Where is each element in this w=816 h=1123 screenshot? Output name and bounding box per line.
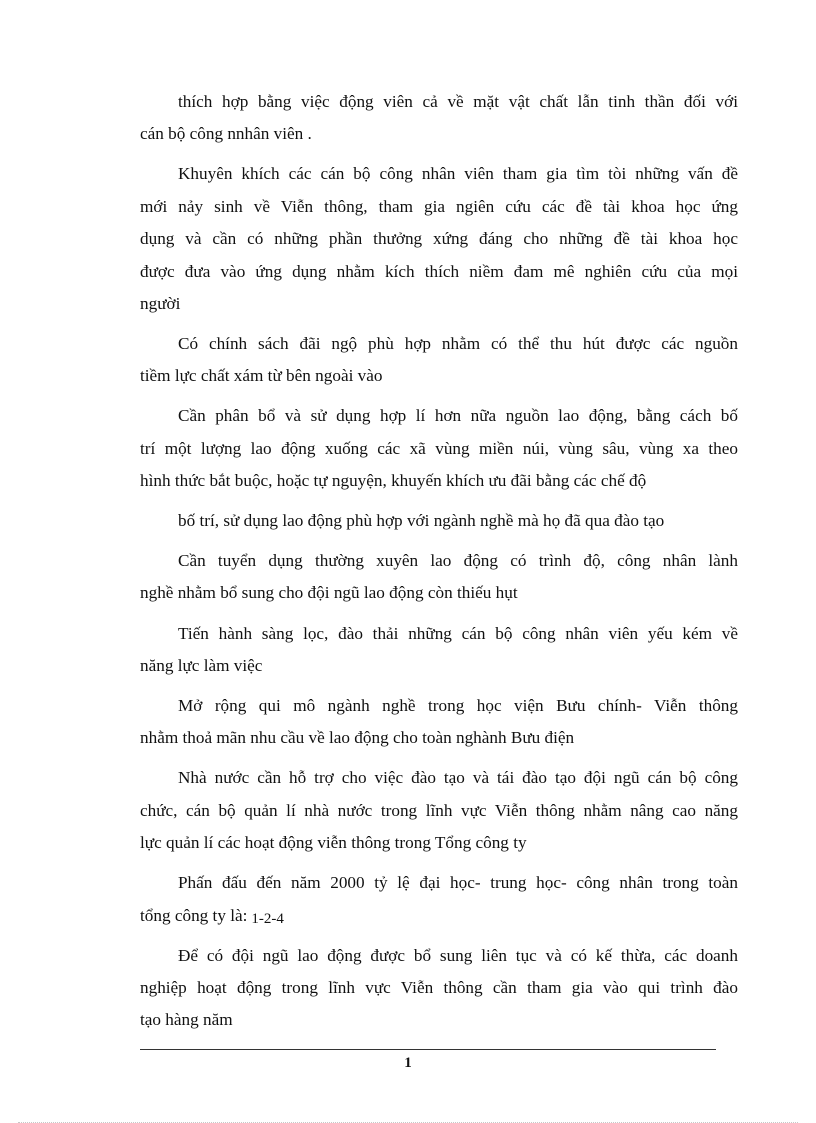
body-text-line: nghề nhằm bổ sung cho đội ngũ lao động còn thiếu hụt [140, 583, 518, 602]
body-text-line: Cần tuyển dụng thường xuyên lao động có trình độ, công nhân lành [178, 551, 738, 570]
page-number: 1 [404, 1055, 412, 1071]
body-text-line: Nhà nước cần hỗ trợ cho việc đào tạo và tái đào tạo đội ngũ cán bộ công [178, 768, 738, 787]
body-text-line: trí một lượng lao động xuống các xã vùng miền núi, vùng sâu, vùng xa theo [140, 439, 738, 458]
body-text-line: tạo hàng năm [140, 1010, 233, 1029]
body-text-line: lực quản lí các hoạt động viễn thông trong Tổng công ty [140, 833, 527, 852]
body-text-line: thích hợp bằng việc động viên cả về mặt vật chất lẫn tinh thần đối với [178, 92, 738, 111]
body-text-line: Cần phân bổ và sử dụng hợp lí hơn nữa nguồn lao động, bằng cách bố [178, 406, 738, 425]
body-text-line: hình thức bắt buộc, hoặc tự nguyện, khuyến khích ưu đãi bằng các chế độ [140, 471, 647, 490]
body-text-line: mới nảy sinh về Viễn thông, tham gia ngiên cứu các đề tài khoa học ứng [140, 197, 738, 216]
body-text-line: chức, cán bộ quản lí nhà nước trong lĩnh vực Viễn thông nhằm nâng cao năng [140, 801, 738, 820]
ratio-value: 1-2-4 [251, 911, 284, 927]
body-text-line: người [140, 294, 181, 313]
body-text-line: Có chính sách đãi ngộ phù hợp nhằm có thể thu hút được các nguồn [178, 334, 738, 353]
body-text-line: Để có đội ngũ lao động được bổ sung liên tục và có kế thừa, các doanh [178, 946, 738, 965]
footer-divider [140, 1049, 716, 1050]
body-text-line: Mở rộng qui mô ngành nghề trong học viện Bưu chính- Viễn thông [178, 696, 738, 715]
body-text: tổng công ty là: [140, 906, 248, 925]
body-text-line: nghiệp hoạt động trong lĩnh vực Viễn thông cần tham gia vào qui trình đào [140, 978, 738, 997]
body-text-line: năng lực làm việc [140, 656, 263, 675]
body-text-line: được đưa vào ứng dụng nhằm kích thích niềm đam mê nghiên cứu của mọi [140, 262, 738, 281]
body-text-line: cán bộ công nnhân viên . [140, 124, 312, 143]
body-text-line: nhằm thoả mãn nhu cầu về lao động cho toàn nghành Bưu điện [140, 728, 575, 747]
body-text-line: bố trí, sử dụng lao động phù hợp với ngành nghề mà họ đã qua đào tạo [178, 511, 665, 530]
body-text-line: Tiến hành sàng lọc, đào thải những cán bộ công nhân viên yếu kém về [178, 624, 738, 643]
body-text-line: Khuyên khích các cán bộ công nhân viên tham gia tìm tòi những vấn đề [178, 164, 738, 183]
body-text-line: Phấn đấu đến năm 2000 tỷ lệ đại học- trung học- công nhân trong toàn [178, 873, 738, 892]
body-text-line-with-value [140, 906, 738, 927]
body-text-line: tiềm lực chất xám từ bên ngoài vào [140, 366, 383, 385]
body-text-line: dụng và cần có những phần thưởng xứng đáng cho những đề tài khoa học [140, 229, 738, 248]
